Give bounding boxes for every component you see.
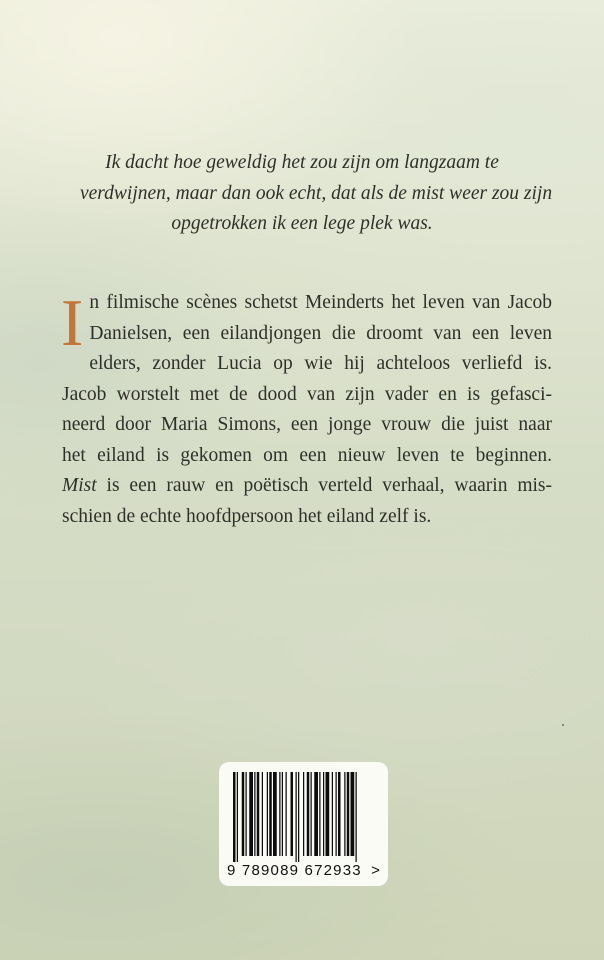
quote-line: verdwijnen, maar dan ook echt, dat als de mist weer zou zijn: [80, 182, 553, 204]
drop-cap: I: [61, 286, 84, 360]
barcode-bar: [356, 772, 357, 862]
barcode-bar: [282, 772, 283, 856]
barcode-bar: [254, 772, 255, 856]
barcode-bar: [307, 772, 310, 856]
barcode-bar: [311, 772, 312, 856]
blurb-line: Jacob worstelt met de dood van zijn vader en is gefasci-: [62, 383, 552, 405]
barcode-bar: [347, 772, 350, 856]
barcode-bar: [332, 772, 333, 856]
isbn-digits: 9 789089 672933: [227, 862, 362, 879]
blurb-line-with-title: [62, 471, 552, 502]
isbn-marker: >: [371, 862, 382, 879]
blurb-line: n filmische scènes schetst Meinderts het leven van Jacob: [89, 292, 552, 313]
barcode-bar: [237, 772, 238, 862]
epigraph-quote: [80, 148, 553, 240]
barcode-bar: [269, 772, 272, 856]
barcode-bar: [296, 772, 297, 862]
isbn-barcode: [219, 762, 388, 886]
barcode-bar: [351, 772, 355, 856]
barcode-bar: [267, 772, 268, 856]
barcode-bar: [279, 772, 280, 856]
blurb-line: het eiland is gekomen om een nieuw leven te beginnen.: [62, 444, 552, 466]
barcode-bar: [233, 772, 236, 862]
barcode-bar: [291, 772, 294, 856]
barcode-bar: [338, 772, 341, 856]
blurb-line: elders, zonder Lucia op wie hij achteloos verliefd is.: [89, 353, 552, 374]
barcode-bar: [246, 772, 247, 856]
quote-line: Ik dacht hoe geweldig het zou zijn om langzaam te: [105, 152, 499, 173]
book-title-italic: Mist: [62, 475, 97, 496]
book-blurb: [62, 288, 552, 532]
barcode-bar: [314, 772, 318, 856]
barcode-bar: [249, 772, 253, 856]
barcode-bar: [286, 772, 287, 856]
blurb-line: schien de echte hoofdpersoon het eiland zelf is.: [62, 505, 432, 527]
quote-line: opgetrokken ik een lege plek was.: [171, 213, 433, 234]
barcode-bar: [303, 772, 304, 856]
barcode-bar: [323, 772, 324, 856]
barcode-bar: [262, 772, 263, 856]
blurb-line: Danielsen, een eilandjongen die droomt van een leven: [89, 322, 552, 344]
barcode-bar: [344, 772, 345, 856]
barcode-bar: [257, 772, 260, 856]
barcode-bar: [298, 772, 299, 862]
barcode-bar: [273, 772, 277, 856]
blurb-line-text: is een rauw en poëtisch verteld verhaal, waarin mis-: [106, 475, 552, 496]
speck: [562, 724, 564, 726]
barcode-bar: [336, 772, 337, 856]
barcode-bar: [242, 772, 245, 856]
barcode-bar: [326, 772, 330, 856]
blurb-line: neerd door Maria Simons, een jonge vrouw die juist naar: [62, 414, 552, 435]
isbn-number: [227, 862, 387, 879]
barcode-bar: [319, 772, 320, 856]
